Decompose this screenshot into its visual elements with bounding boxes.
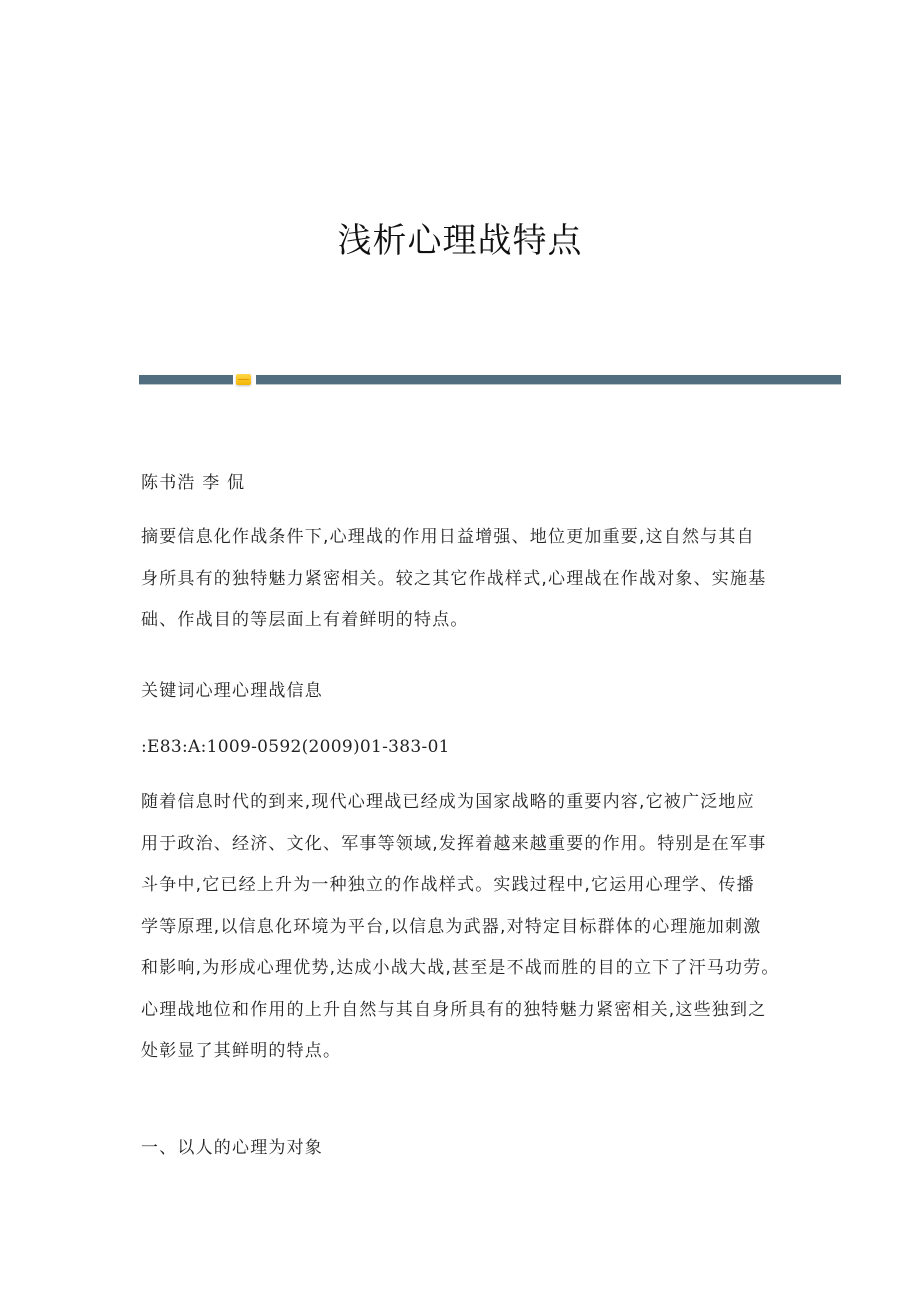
body-paragraph <box>141 782 801 1073</box>
authors: 陈书浩 李 侃 <box>141 473 246 493</box>
divider-marker-icon <box>236 374 251 385</box>
keywords: 关键词心理心理战信息 <box>141 681 323 701</box>
divider-bar-right <box>256 375 841 385</box>
abstract-line: 础、作战目的等层面上有着鲜明的特点。 <box>141 610 469 630</box>
abstract <box>141 517 801 642</box>
body-line: 学等原理,以信息化环境为平台,以信息为武器,对特定目标群体的心理施加刺激 <box>141 916 762 937</box>
section-heading: 一、以人的心理为对象 <box>141 1138 323 1158</box>
page-title: 浅析心理战特点 <box>337 221 583 261</box>
body-line: 随着信息时代的到来,现代心理战已经成为国家战略的重要内容,它被广泛地应 <box>141 792 755 812</box>
title-divider <box>139 375 841 385</box>
classification-code: :E83:A:1009-0592(2009)01-383-01 <box>141 737 450 757</box>
body-line: 斗争中,它已经上升为一种独立的作战样式。实践过程中,它运用心理学、传播 <box>141 875 755 895</box>
abstract-line: 身所具有的独特魅力紧密相关。较之其它作战样式,心理战在作战对象、实施基 <box>141 568 767 589</box>
body-line: 处彰显了其鲜明的特点。 <box>141 1041 342 1061</box>
abstract-line: 摘要信息化作战条件下,心理战的作用日益增强、地位更加重要,这自然与其自 <box>141 527 755 547</box>
body-line: 心理战地位和作用的上升自然与其自身所具有的独特魅力紧密相关,这些独到之 <box>141 999 767 1020</box>
body-line: 和影响,为形成心理优势,达成小战大战,甚至是不战而胜的目的立下了汗马功劳。 <box>141 958 780 978</box>
body-line: 用于政治、经济、文化、军事等领域,发挥着越来越重要的作用。特别是在军事 <box>141 833 767 854</box>
divider-bar-left <box>139 375 233 385</box>
